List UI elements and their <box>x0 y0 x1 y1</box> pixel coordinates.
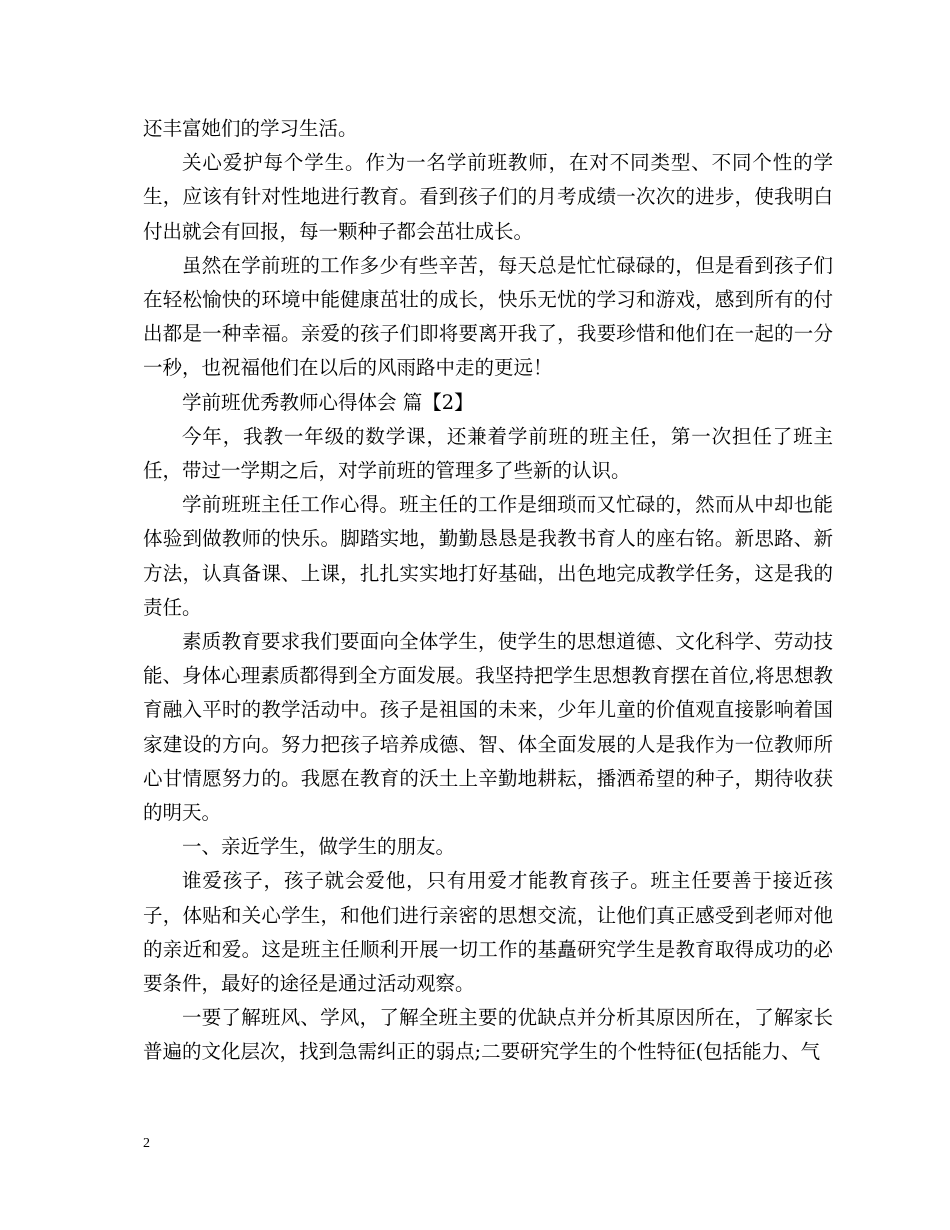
subheading-befriend-students: 一、亲近学生，做学生的朋友。 <box>182 835 456 859</box>
paragraph-hard-work: 虽然在学前班的工作多少有些辛苦，每天总是忙忙碌碌的，但是看到孩子们在轻松愉快的环境中能健康茁壮的成长，快乐无忧的学习和游戏，感到所有的付出都是一种幸福。亲爱的孩子们即将要离开我了，我要珍惜和他们在一起的一分一秒，也祝福他们在以后的风雨路中走的更远！ <box>143 253 833 380</box>
paragraph-head-teacher: 学前班班主任工作心得。班主任的工作是细琐而又忙碌的，然而从中却也能体验到做教师的快乐。脚踏实地，勤勤恳恳是我教书育人的座右铭。新思路、新方法，认真备课、上课，扎扎实实地打好基础，出色地完成教学任务，这是我的责任。 <box>143 493 833 619</box>
page-number: 2 <box>143 1136 150 1151</box>
section-heading: 学前班优秀教师心得体会 篇【2】 <box>182 390 474 414</box>
document-body <box>143 112 833 1070</box>
paragraph-continuation: 还丰富她们的学习生活。 <box>143 117 358 140</box>
paragraph-understand-class: 一要了解班风、学风，了解全班主要的优缺点并分析其原因所在，了解家长普遍的文化层次，找到急需纠正的弱点;二要研究学生的个性特征(包括能力、气 <box>143 1006 833 1064</box>
paragraph-quality-education: 素质教育要求我们要面向全体学生，使学生的思想道德、文化科学、劳动技能、身体心理素质都得到全方面发展。我坚持把学生思想教育摆在首位,将思想教育融入平时的教学活动中。孩子是祖国的未来，少年儿童的价值观直接影响着国家建设的方向。努力把孩子培养成德、智、体全面发展的人是我作为一位教师所心甘情愿努力的。我愿在教育的沃土上辛勤地耕耘，播洒希望的种子，期待收获的明天。 <box>143 630 833 825</box>
paragraph-care-students: 关心爱护每个学生。作为一名学前班教师，在对不同类型、不同个性的学生，应该有针对性地进行教育。看到孩子们的月考成绩一次次的进步，使我明白付出就会有回报，每一颗种子都会茁壮成长。 <box>143 151 833 243</box>
paragraph-this-year: 今年，我教一年级的数学课，还兼着学前班的班主任，第一次担任了班主任，带过一学期之后，对学前班的管理多了些新的认识。 <box>143 424 833 483</box>
paragraph-love-children: 谁爱孩子，孩子就会爱他，只有用爱才能教育孩子。班主任要善于接近孩子，体贴和关心学生，和他们进行亲密的思想交流，让他们真正感受到老师对他的亲近和爱。这是班主任顺利开展一切工作的基矗研究学生是教育取得成功的必要条件，最好的途径是通过活动观察。 <box>143 869 833 996</box>
